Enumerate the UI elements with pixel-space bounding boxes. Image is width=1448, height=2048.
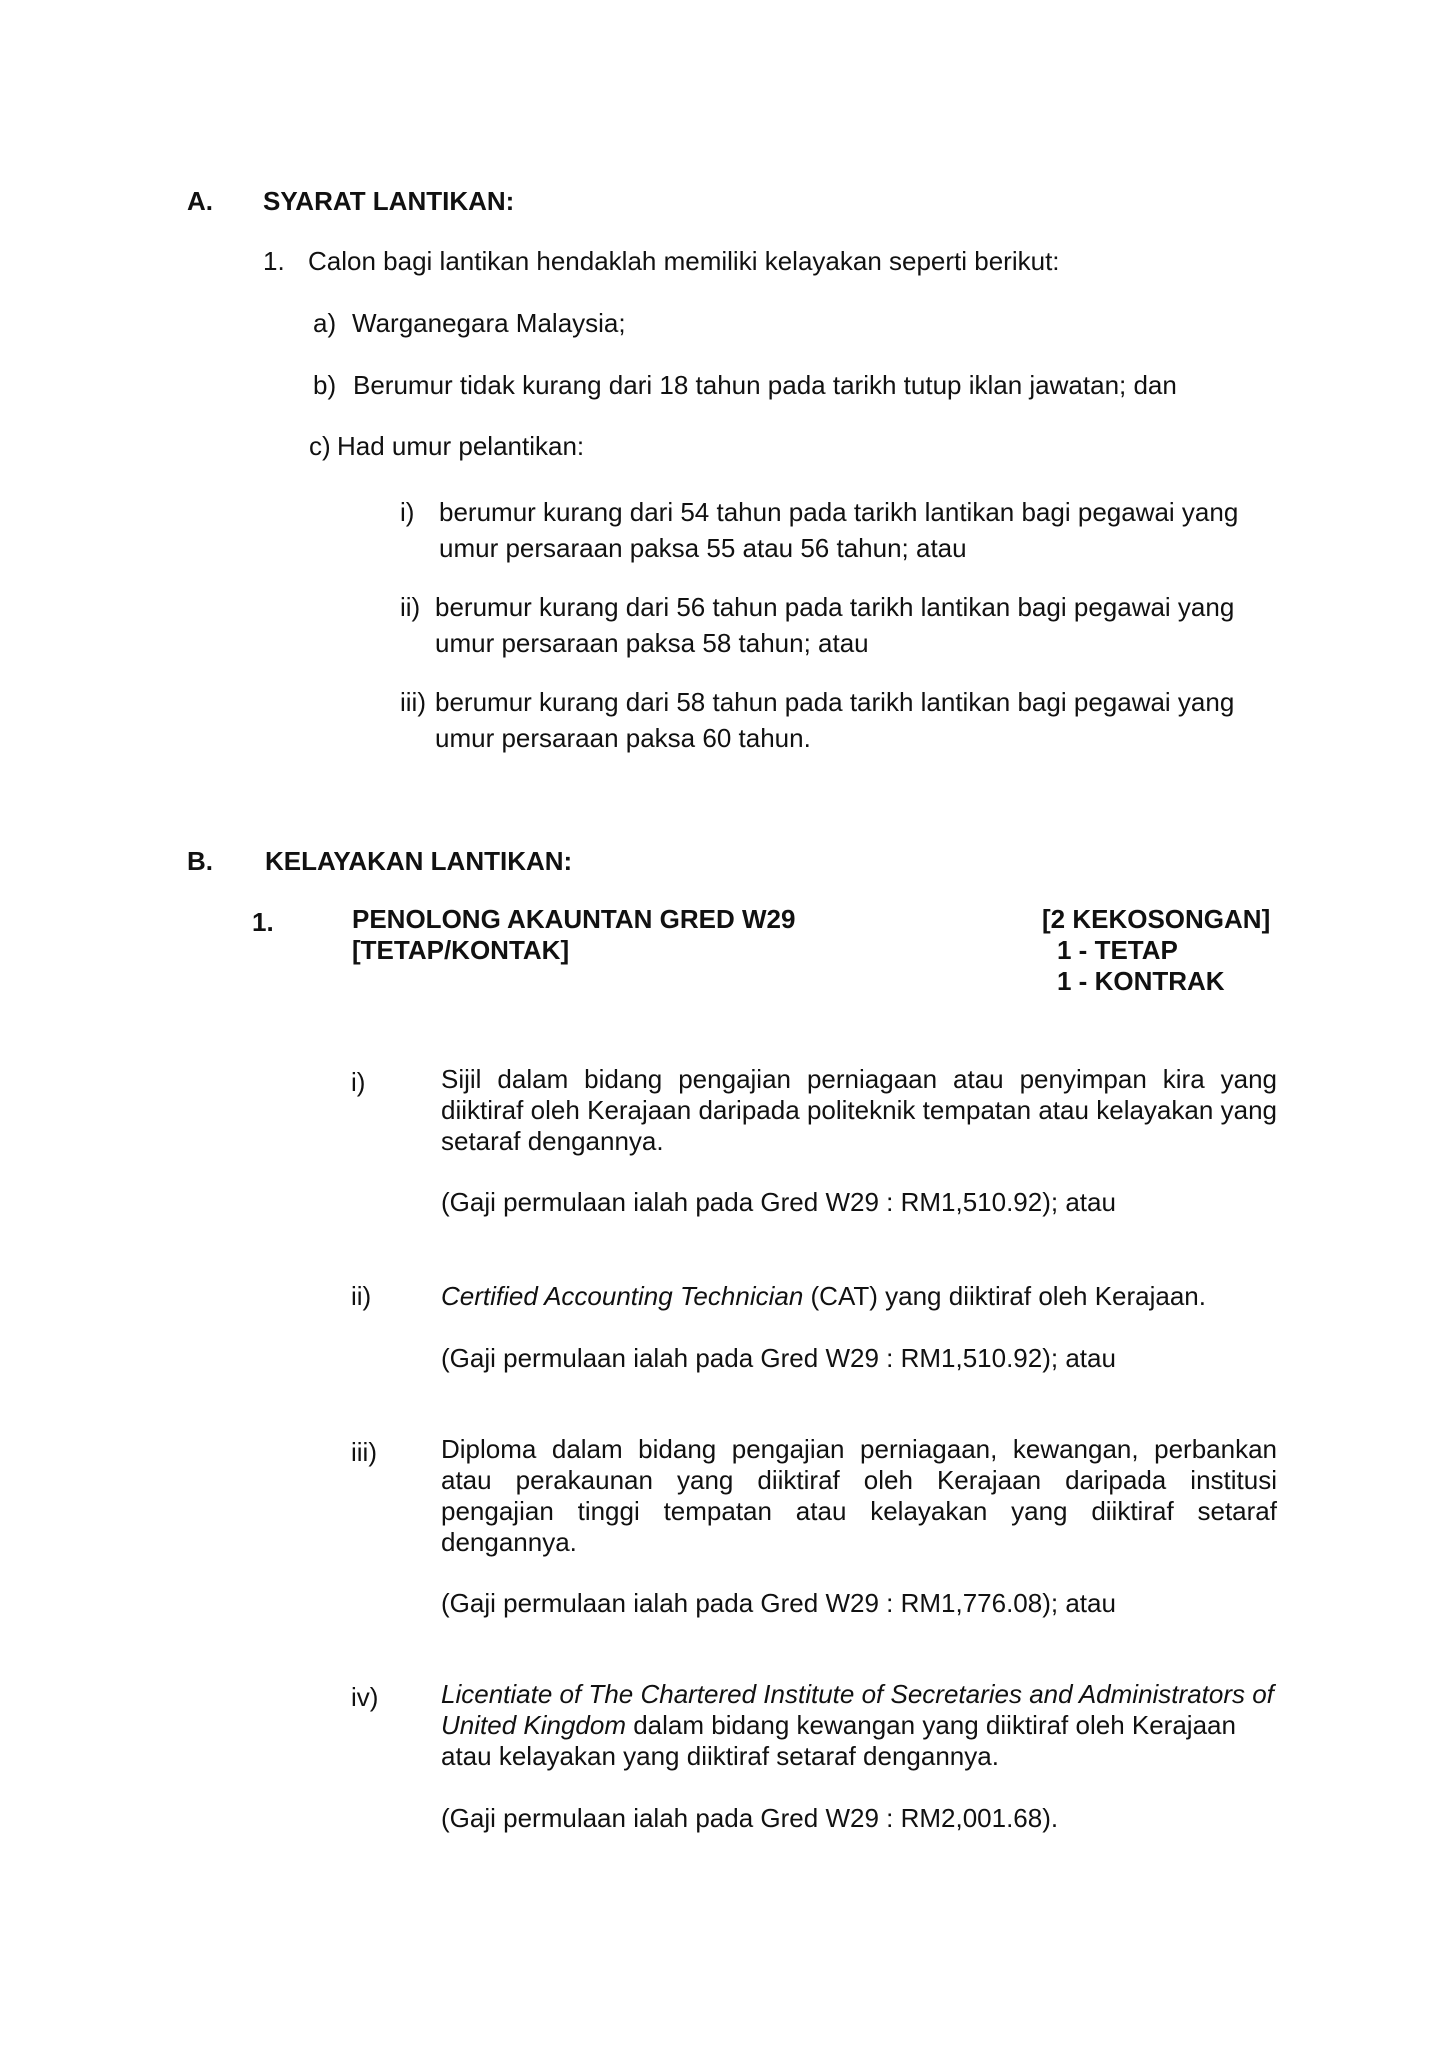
age-limit-line: berumur kurang dari 54 tahun pada tarikh lantikan bagi pegawai yang <box>439 497 1239 527</box>
qualification-label: ii) <box>351 1281 372 1311</box>
qualification-text <box>441 1278 1281 1314</box>
vacancy-tetap: 1 - TETAP <box>1057 935 1178 965</box>
item-number: 1. <box>263 246 285 276</box>
subitem-text: Warganegara Malaysia; <box>352 308 626 338</box>
subitem-label: c) <box>309 431 331 461</box>
subitem-text: Berumur tidak kurang dari 18 tahun pada tarikh tutup iklan jawatan; dan <box>353 370 1177 400</box>
salary-note: (Gaji permulaan ialah pada Gred W29 : RM1,510.92); atau <box>441 1187 1116 1217</box>
salary-note: (Gaji permulaan ialah pada Gred W29 : RM2,001.68). <box>441 1803 1059 1833</box>
qualification-label: iv) <box>351 1682 379 1712</box>
section-b-letter: B. <box>187 846 213 876</box>
salary-note: (Gaji permulaan ialah pada Gred W29 : RM1,510.92); atau <box>441 1343 1116 1373</box>
qualification-text: Diploma dalam bidang pengajian perniagaan, kewangan, perbankan atau perakaunan yang diiktiraf oleh Kerajaan daripada institusi pengajian tinggi tempatan atau kelayakan yang diiktiraf setaraf dengannya. <box>441 1434 1277 1557</box>
qualification-label: i) <box>351 1067 366 1097</box>
qualification-rest: (CAT) yang diiktiraf oleh Kerajaan. <box>803 1281 1206 1311</box>
qualification-text: Sijil dalam bidang pengajian perniagaan atau penyimpan kira yang diiktiraf oleh Kerajaan daripada politeknik tempatan atau kelayakan yang setaraf dengannya. <box>441 1064 1277 1156</box>
age-limit-line: umur persaraan paksa 58 tahun; atau <box>435 628 869 658</box>
age-limit-line: umur persaraan paksa 60 tahun. <box>435 723 811 753</box>
age-limit-line: umur persaraan paksa 55 atau 56 tahun; atau <box>439 533 967 563</box>
qualification-italic: Certified Accounting Technician <box>441 1281 804 1311</box>
age-limit-label: ii) <box>400 592 421 622</box>
age-limit-line: berumur kurang dari 58 tahun pada tarikh lantikan bagi pegawai yang <box>435 687 1235 717</box>
section-b-title: KELAYAKAN LANTIKAN: <box>265 846 573 876</box>
subitem-text: Had umur pelantikan: <box>337 431 585 461</box>
subitem-label: b) <box>313 370 337 400</box>
qualification-text <box>441 1679 1285 1772</box>
section-a-letter: A. <box>187 186 213 216</box>
qualification-rest: dalam bidang kewangan yang diiktiraf oleh Kerajaan atau kelayakan yang diiktiraf setaraf dengannya. <box>441 1710 1236 1771</box>
post-number: 1. <box>252 907 274 937</box>
section-a-title: SYARAT LANTIKAN: <box>263 186 515 216</box>
salary-note: (Gaji permulaan ialah pada Gred W29 : RM1,776.08); atau <box>441 1588 1116 1618</box>
post-type: [TETAP/KONTAK] <box>352 935 570 965</box>
subitem-label: a) <box>313 308 337 338</box>
age-limit-label: i) <box>400 497 415 527</box>
item-text: Calon bagi lantikan hendaklah memiliki kelayakan seperti berikut: <box>308 246 1060 276</box>
qualification-italic: Licentiate of The Chartered Institute of Secretaries and Administrators of United Kingdom <box>441 1679 1274 1740</box>
age-limit-label: iii) <box>400 687 426 717</box>
vacancy-count: [2 KEKOSONGAN] <box>1042 904 1271 934</box>
post-title: PENOLONG AKAUNTAN GRED W29 <box>352 904 796 934</box>
qualification-label: iii) <box>351 1437 377 1467</box>
vacancy-kontrak: 1 - KONTRAK <box>1057 966 1225 996</box>
age-limit-line: berumur kurang dari 56 tahun pada tarikh lantikan bagi pegawai yang <box>435 592 1235 622</box>
